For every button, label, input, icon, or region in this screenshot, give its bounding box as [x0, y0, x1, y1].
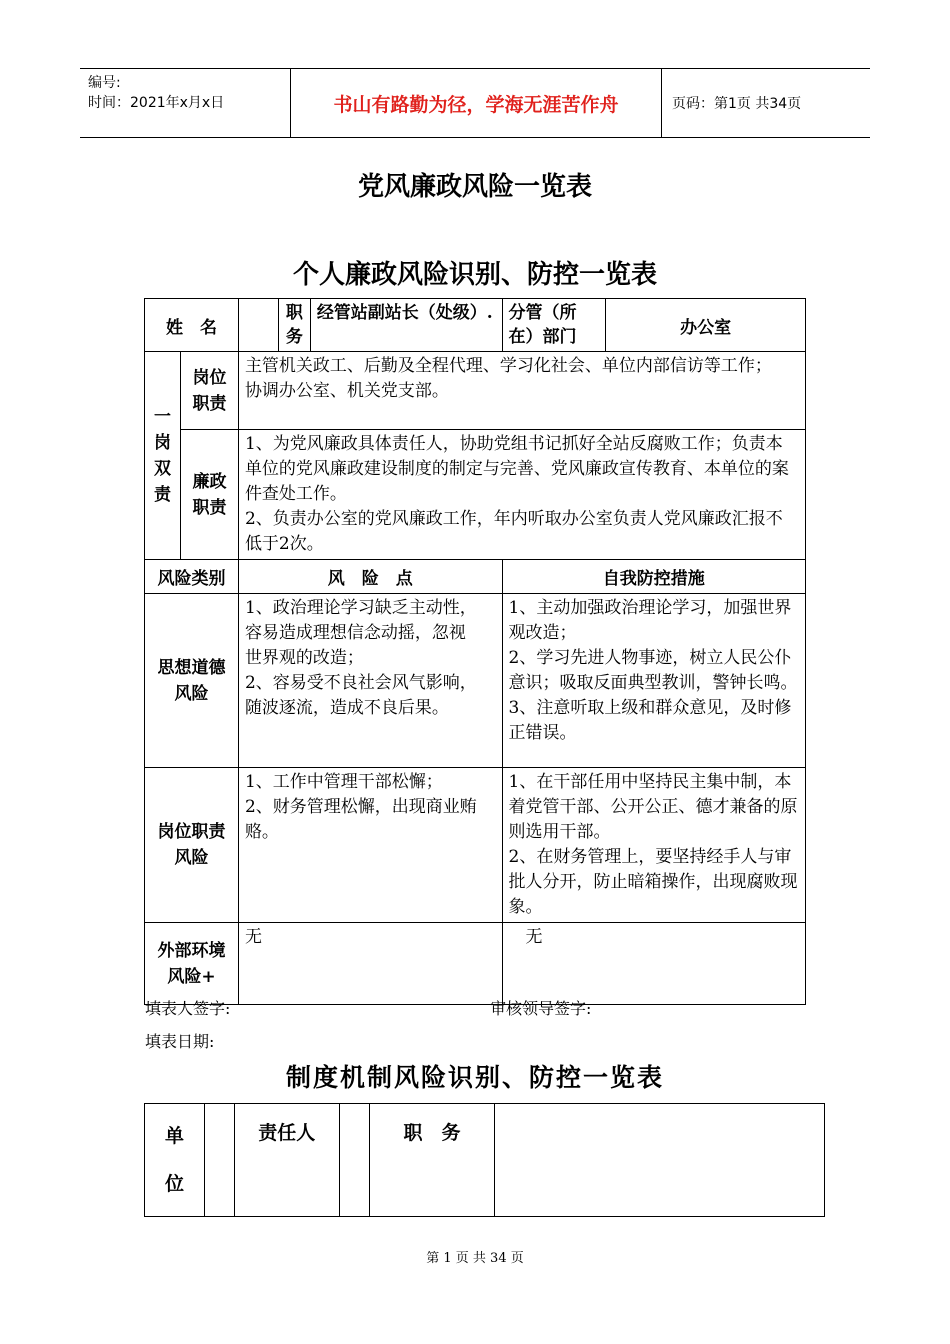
risk-measure: 1、主动加强政治理论学习，加强世界观改造； 2、学习先进人物事迹，树立人民公仆意识；吸取反面典型教训，警钟长鸣。 3、注意听取上级和群众意见，及时修正错误。 [502, 594, 806, 768]
system-risk-table [144, 1103, 825, 1217]
unit-value [204, 1104, 234, 1217]
header-page-info: 页码：第1页 共34页 [672, 96, 802, 112]
fill-date-label: 填表日期: [145, 1032, 215, 1051]
dept-label: 分管（所在）部门 [502, 299, 606, 352]
risk-point: 1、政治理论学习缺乏主动性，容易造成理想信念动摇，忽视世界观的改造； 2、容易受不良社会风气影响，随波逐流，造成不良后果。 [238, 594, 502, 768]
risk-category: 外部环境风险+ [145, 923, 239, 1005]
responsible-label: 责任人 [234, 1104, 339, 1217]
header-meta [80, 69, 291, 137]
risk-point: 无 [238, 923, 502, 1005]
time-label: 时间：2021年x月x日 [88, 95, 225, 111]
clean-duty-label: 廉政职责 [180, 430, 238, 560]
responsible-value [339, 1104, 369, 1217]
risk-point: 1、工作中管理干部松懈； 2、财务管理松懈，出现商业贿赂。 [238, 768, 502, 923]
position-value: 经管站副站长（处级）. [310, 299, 502, 352]
personal-risk-table [144, 298, 806, 1005]
risk-row [145, 923, 806, 1005]
number-label: 编号: [88, 75, 121, 91]
risk-row [145, 594, 806, 768]
risk-measure: 无 [502, 923, 806, 1005]
risk-category: 思想道德风险 [145, 594, 239, 768]
document-title: 党风廉政风险一览表 [357, 172, 592, 202]
col-measure-header: 自我防控措施 [502, 560, 806, 594]
header-motto: 书山有路勤为径，学海无涯苦作舟 [291, 69, 662, 137]
risk-category: 岗位职责风险 [145, 768, 239, 923]
unit-label: 单 位 [145, 1104, 205, 1217]
page-footer: 第 1 页 共 34 页 [426, 1251, 524, 1266]
col-point-header: 风 险 点 [238, 560, 502, 594]
leader-signature-label: 审核领导签字: [490, 999, 592, 1018]
risk-measure: 1、在干部任用中坚持民主集中制，本着党管干部、公开公正、德才兼备的原则选用干部。 2、在财务管理上，要坚持经手人与审批人分开，防止暗箱操作，出现腐败现象。 [502, 768, 806, 923]
clean-duty-text: 1、为党风廉政具体责任人，协助党组书记抓好全站反腐败工作；负责本单位的党风廉政建设制度的制定与完善、党风廉政宣传教育、本单位的案件查处工作。 2、负责办公室的党风廉政工作，年内听取办公室负责人党风廉政汇报不低于2次。 [238, 430, 805, 560]
page-header [80, 68, 870, 138]
name-value [238, 299, 278, 352]
name-label: 姓 名 [145, 299, 239, 352]
dept-value: 办公室 [606, 299, 806, 352]
post-duty-text: 主管机关政工、后勤及全程代理、学习化社会、单位内部信访等工作； 协调办公室、机关党支部。 [238, 352, 805, 430]
personal-table-title: 个人廉政风险识别、防控一览表 [292, 260, 657, 290]
system-position-label: 职 务 [369, 1104, 495, 1217]
system-position-value [495, 1104, 825, 1217]
duty-group-label: 一岗双责 [145, 352, 181, 560]
position-label: 职务 [278, 299, 310, 352]
filler-signature-label: 填表人签字: [145, 999, 231, 1018]
system-table-title: 制度机制风险识别、防控一览表 [285, 1063, 664, 1092]
post-duty-label: 岗位职责 [180, 352, 238, 430]
risk-row [145, 768, 806, 923]
col-category-header: 风险类别 [145, 560, 239, 594]
